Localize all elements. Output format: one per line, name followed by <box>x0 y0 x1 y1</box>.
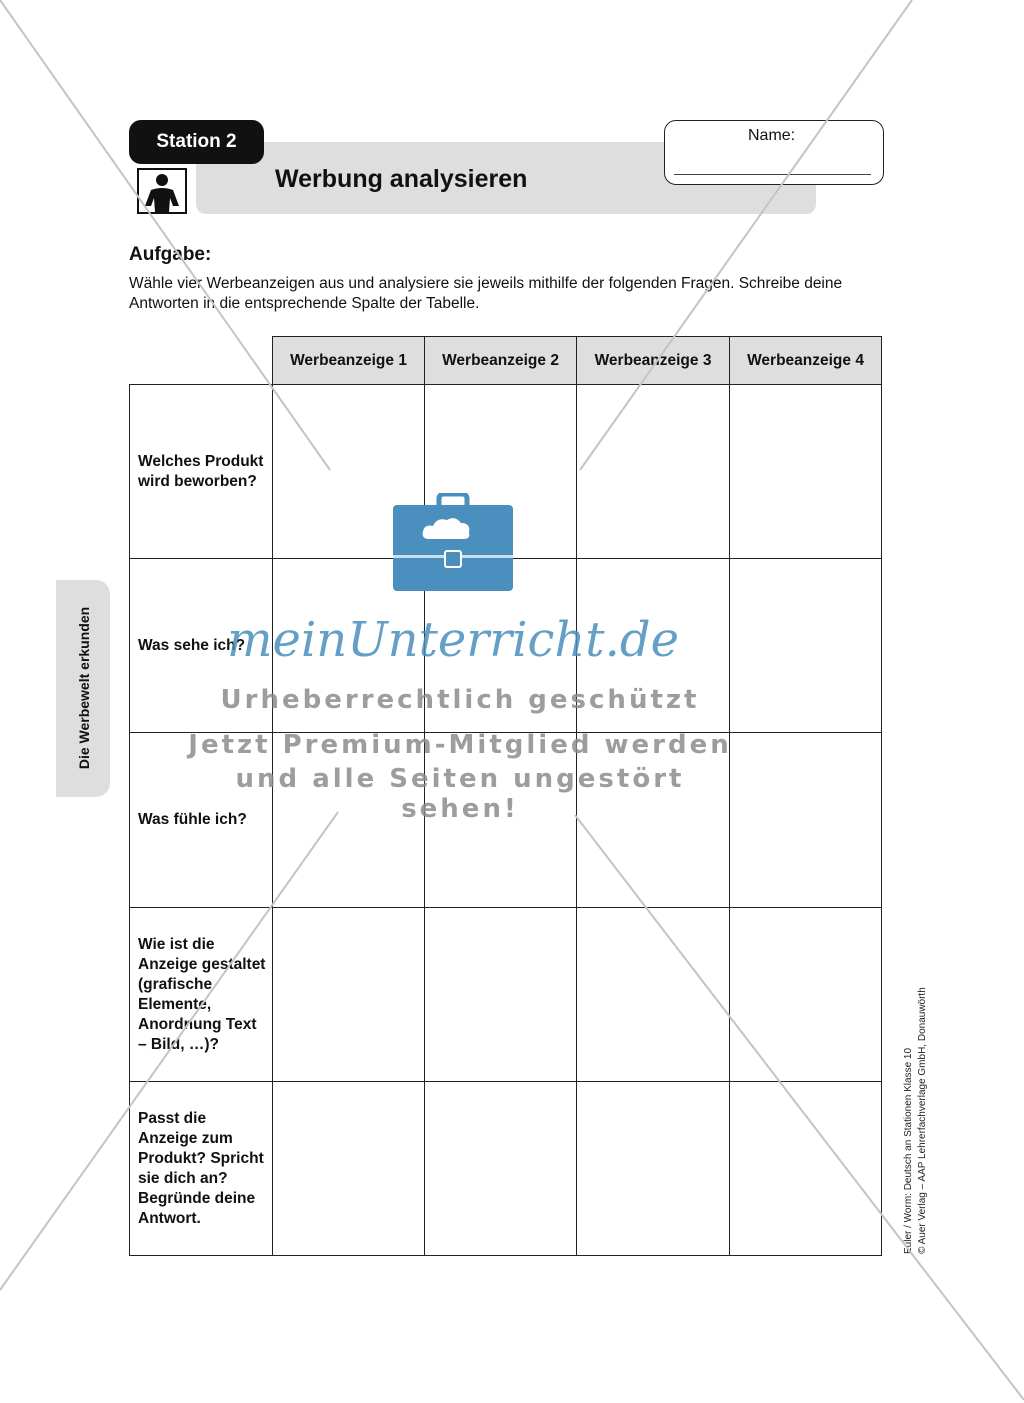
question-text: Passt die Anzeige zum Produkt? Spricht sie dich an? Begründe deine Antwort. <box>138 1109 264 1227</box>
watermark-line-2: Jetzt Premium-Mitglied werden <box>188 730 732 760</box>
watermark-line-3: und alle Seiten ungestört sehen! <box>235 764 685 824</box>
answer-cell[interactable] <box>729 907 882 1082</box>
column-header-3: Werbeanzeige 3 <box>576 336 730 385</box>
name-line <box>674 174 871 175</box>
task-text: Wähle vier Werbeanzeigen aus und analysiere sie jeweils mithilfe der folgenden Fragen. Schreibe deine Antworten in die entsprechende Spalte der Tabelle. <box>129 275 843 312</box>
question-cell <box>129 384 273 559</box>
answer-cell[interactable] <box>729 384 882 559</box>
question-text: Welches Produkt wird beworben? <box>138 452 264 490</box>
question-cell <box>129 907 273 1082</box>
briefcase-cloud-icon <box>391 493 515 593</box>
answer-cell[interactable] <box>729 1081 882 1256</box>
question-text: Was fühle ich? <box>138 811 247 828</box>
person-icon <box>137 168 187 214</box>
station-badge <box>129 120 264 164</box>
question-text: Wie ist die Anzeige gestaltet (grafische Elemente, Anordnung Text – Bild, …)? <box>138 935 266 1053</box>
credit-line-1: Euler / Worm: Deutsch an Stationen Klasse 10 <box>903 1047 914 1254</box>
side-tab-label: Die Werbewelt erkunden <box>76 606 92 770</box>
answer-cell[interactable] <box>424 1081 577 1256</box>
answer-cell[interactable] <box>272 1081 425 1256</box>
question-text: Was sehe ich? <box>138 636 246 654</box>
column-header-1: Werbeanzeige 1 <box>272 336 425 385</box>
watermark-brand: meinUnterricht.de <box>227 612 679 668</box>
task-heading: Aufgabe: <box>129 244 212 265</box>
station-label: Station 2 <box>156 131 237 152</box>
page-title: Werbung analysieren <box>275 165 528 193</box>
answer-cell[interactable] <box>729 732 882 908</box>
answer-cell[interactable] <box>424 907 577 1082</box>
answer-cell[interactable] <box>576 907 730 1082</box>
answer-cell[interactable] <box>576 384 730 559</box>
answer-cell[interactable] <box>729 558 882 733</box>
credit-line-2: © Auer Verlag – AAP Lehrerfachverlage GmbH, Donauwörth <box>917 987 928 1254</box>
name-label: Name: <box>748 127 796 144</box>
question-cell <box>129 1081 273 1256</box>
column-header-2: Werbeanzeige 2 <box>424 336 577 385</box>
answer-cell[interactable] <box>272 907 425 1082</box>
answer-cell[interactable] <box>576 1081 730 1256</box>
watermark-line-1: Urheberrechtlich geschützt <box>220 685 700 715</box>
column-header-4: Werbeanzeige 4 <box>729 336 882 385</box>
